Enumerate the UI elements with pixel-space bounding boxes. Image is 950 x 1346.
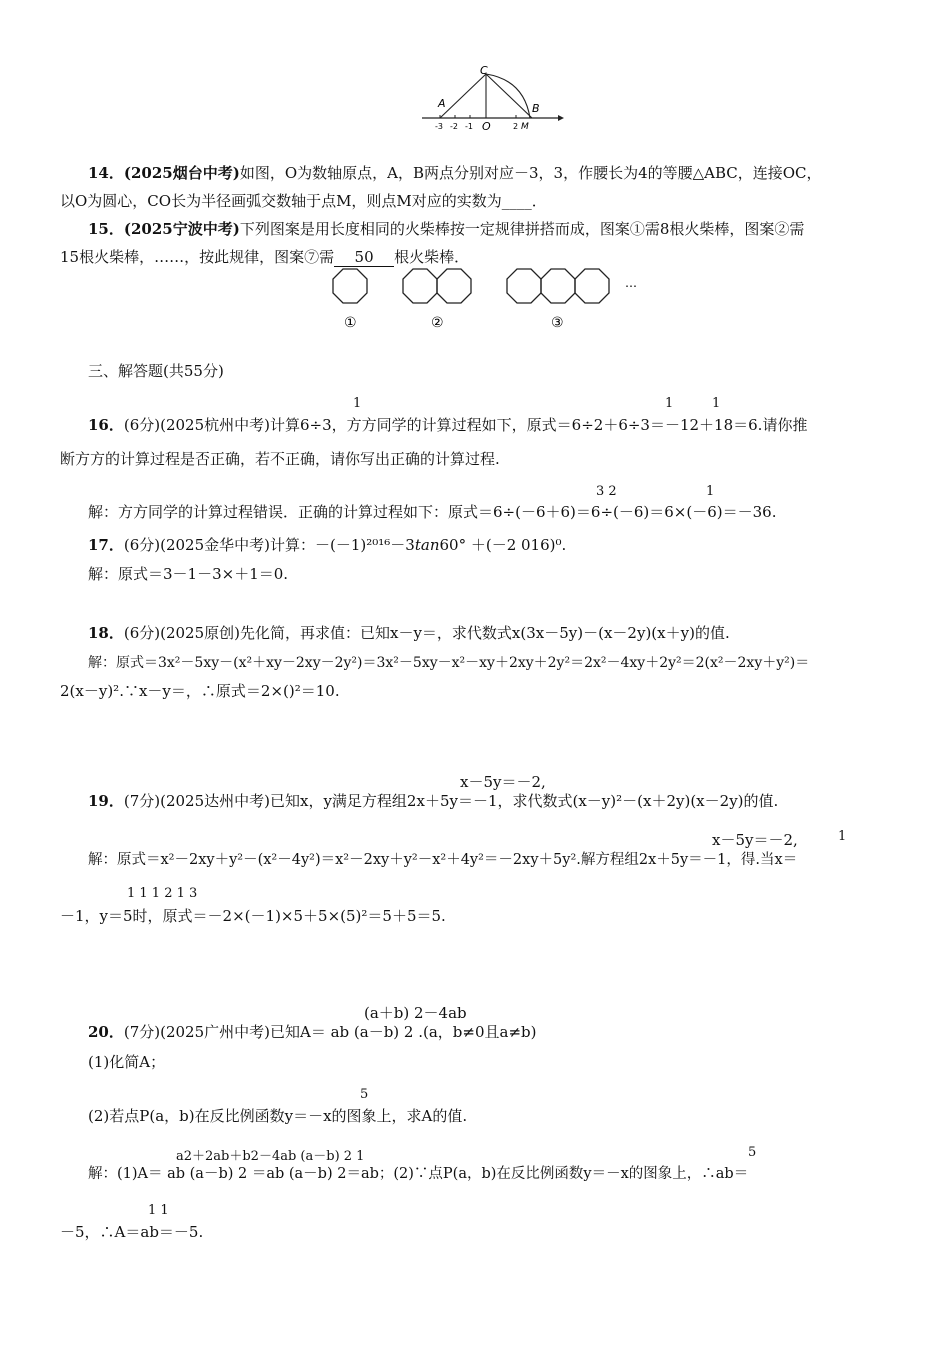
- q16-number: 16．: [88, 416, 124, 434]
- q14-number: 14．: [88, 164, 124, 182]
- q14-line2: [60, 190, 547, 211]
- segment-bc: [486, 74, 532, 118]
- label-m: M: [521, 122, 529, 132]
- tick-label-2: -2: [450, 122, 458, 131]
- q15-text1: 下列图案是用长度相同的火柴棒按一定规律拼搭而成，图案①需8根火柴棒，图案②需: [239, 220, 805, 238]
- q15-source: (2025宁波中考): [123, 220, 240, 238]
- q17-line1: [88, 534, 566, 555]
- octagon-1: [333, 269, 367, 303]
- label-o: O: [482, 120, 491, 133]
- q16-line1: [88, 414, 807, 435]
- q15-text2b: 根火柴棒．: [394, 248, 470, 266]
- q15-text2a: 15根火柴棒，……，按此规律，图案⑦需: [60, 248, 335, 266]
- q16-sup2: 1: [665, 396, 674, 411]
- label-c: C: [480, 64, 488, 77]
- q20-frac-top: (a＋b) 2－4ab: [364, 1004, 467, 1022]
- q20-sol-sup: a2＋2ab＋b2－4ab (a－b) 2 1: [176, 1149, 365, 1164]
- pattern-label-1: ①: [344, 315, 357, 331]
- q18-line1: [88, 622, 730, 643]
- q17-text1b: 60° ＋(－2 016)⁰.: [439, 536, 567, 554]
- q16-solution: 解：方方同学的计算过程错误．正确的计算过程如下：原式＝6÷(－6＋6)＝6÷(－6)＝6×(－6)＝－36.: [88, 503, 777, 521]
- q16-sol-sup2: 1: [706, 484, 715, 499]
- q18-solution1: 解：原式＝3x²－5xy－(x²＋xy－2xy－2y²)＝3x²－5xy－x²－xy＋2xy＋2y²＝2x²－4xy＋2y²＝2(x²－2xy＋y²)＝: [88, 655, 810, 671]
- q14-text2b: ．: [531, 192, 547, 210]
- number-line-figure: [418, 62, 566, 134]
- q16-sol-sup: 3 2: [596, 484, 617, 499]
- q15-number: 15．: [88, 220, 124, 238]
- q15-line1: [88, 218, 804, 239]
- q20-solution1: 解：(1)A＝ ab (a－b) 2 ＝ab (a－b) 2＝ab；(2)∵点P(a，b)在反比例函数y＝－x的图象上，∴ab＝: [88, 1166, 749, 1182]
- q20-part2: (2)若点P(a，b)在反比例函数y＝－x的图象上，求A的值.: [88, 1107, 468, 1125]
- section-heading: 三、解答题(共55分): [88, 362, 224, 380]
- q19-sol2-sup: 1 1 1 2 1 3: [127, 886, 198, 901]
- q20-text1: (7分)(2025广州中考)已知A＝ ab (a－b) 2 .(a，b≠0且a≠b): [123, 1023, 537, 1041]
- q19-number: 19．: [88, 792, 124, 810]
- q20-part1: (1)化简A；: [88, 1053, 166, 1071]
- q19-solution1: 解：原式＝x²－2xy＋y²－(x²－4y²)＝x²－2xy＋y²－x²＋4y²＝－2xy＋5y².解方程组2x＋5y＝－1，得.当x＝: [88, 852, 798, 868]
- q20-sol-sup2: 5: [748, 1145, 757, 1160]
- q16-line2: 断方方的计算过程是否正确，若不正确，请你写出正确的计算过程.: [60, 450, 500, 468]
- q20-sol2-sup: 1 1: [148, 1203, 169, 1218]
- matchstick-figure: [325, 265, 655, 335]
- q14-text1: 如图，O为数轴原点，A，B两点分别对应－3，3，作腰长为4的等腰△ABC，连接OC，: [239, 164, 822, 182]
- tick-label-1: -3: [435, 122, 443, 131]
- q16-sup1: 1: [353, 396, 362, 411]
- q18-solution2: 2(x－y)².∵x－y＝，∴原式＝2×()²＝10.: [60, 682, 340, 700]
- q17-number: 17．: [88, 536, 124, 554]
- q14-line1: [88, 162, 822, 183]
- q16-text1: (6分)(2025杭州中考)计算6÷3，方方同学的计算过程如下，原式＝6÷2＋6÷3＝－12＋18＝6.请你推: [123, 416, 808, 434]
- label-a: A: [438, 97, 446, 110]
- pattern-label-3: ③: [551, 315, 564, 331]
- q19-solution2: －1，y＝5时，原式＝－2×(－1)×5＋5×(5)²＝5＋5＝5.: [60, 907, 446, 925]
- q15-line2: [60, 246, 469, 267]
- octagon-2b: [437, 269, 471, 303]
- q17-solution: 解：原式＝3－1－3×＋1＝0.: [88, 565, 289, 583]
- q17-text1a: (6分)(2025金华中考)计算：－(－1)²⁰¹⁶－3: [123, 536, 415, 554]
- q19-text1: (7分)(2025达州中考)已知x，y满足方程组2x＋5y＝－1，求代数式(x－y)²－(x＋2y)(x－2y)的值.: [123, 792, 779, 810]
- q20-solution2: －5，∴A＝ab＝－5.: [60, 1223, 204, 1241]
- q18-number: 18．: [88, 624, 124, 642]
- q14-text2a: 以O为圆心，CO长为半径画弧交数轴于点M，则点M对应的实数为: [60, 192, 502, 210]
- octagon-3a: [507, 269, 541, 303]
- q20-line1: [88, 1021, 537, 1042]
- pattern-label-2: ②: [431, 315, 444, 331]
- q20-part2-sup: 5: [360, 1087, 369, 1102]
- octagon-3c: [575, 269, 609, 303]
- q19-sol-system-top: x－5y＝－2,: [712, 831, 798, 849]
- q18-text1: (6分)(2025原创)先化简，再求值：已知x－y＝，求代数式x(3x－5y)－(x－2y)(x＋y)的值.: [123, 624, 730, 642]
- axis-arrow: [558, 115, 564, 121]
- label-b: B: [532, 102, 540, 115]
- octagon-2a: [403, 269, 437, 303]
- q20-number: 20．: [88, 1023, 124, 1041]
- q17-tan: tan: [414, 536, 440, 554]
- segment-ac: [440, 74, 486, 118]
- tick-label-3: -1: [465, 122, 473, 131]
- q19-sol-sup: 1: [838, 829, 847, 844]
- q19-line1: [88, 790, 778, 811]
- q16-sup3: 1: [712, 396, 721, 411]
- q14-source: (2025烟台中考): [123, 164, 240, 182]
- tick-label-4: 2: [513, 122, 519, 131]
- q15-answer: 50: [334, 248, 394, 267]
- q14-blank: ____: [501, 192, 532, 210]
- octagon-3b: [541, 269, 575, 303]
- ellipsis: …: [625, 276, 637, 290]
- q19-system-top: x－5y＝－2,: [460, 773, 546, 791]
